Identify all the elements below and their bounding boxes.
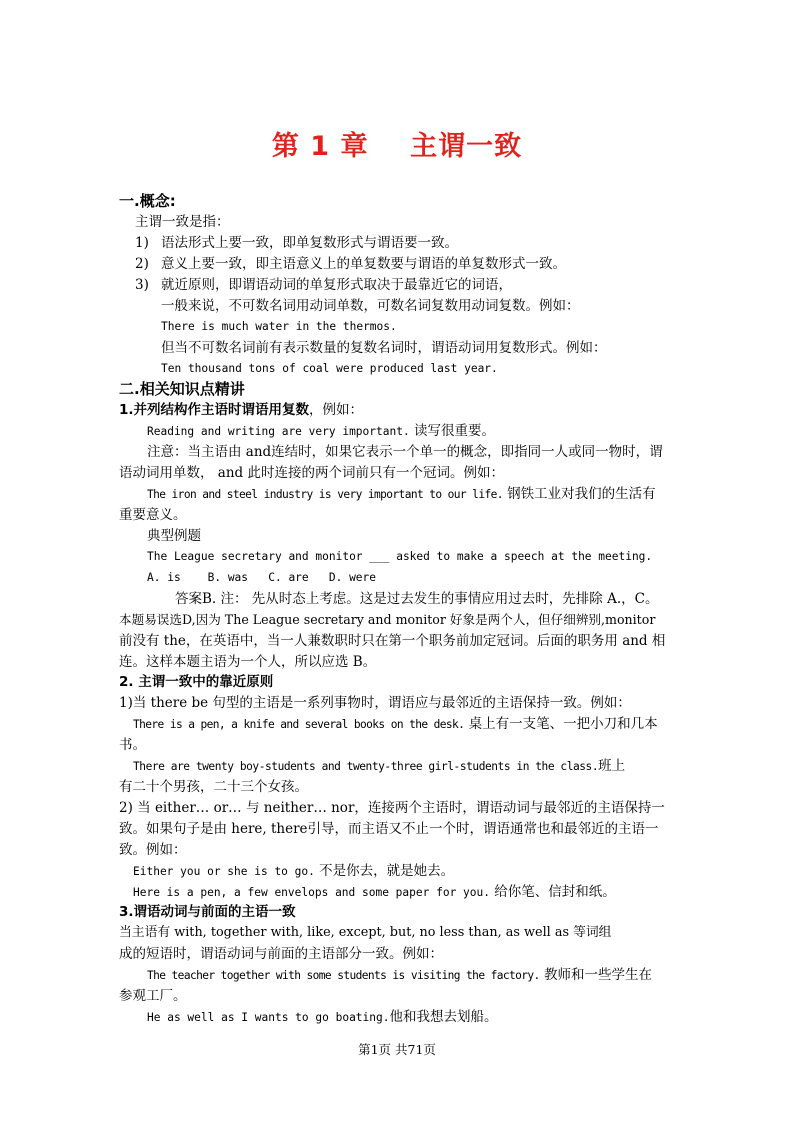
example-english: The teacher together with some students is visiting the factory.	[147, 969, 540, 982]
example-line	[133, 882, 616, 903]
example-chinese: 参观工厂。	[119, 988, 187, 1004]
example-english: Here is a pen, a few envelops and some paper for you.	[133, 886, 490, 899]
example-chinese: 不是你去，就是她去。	[314, 863, 455, 879]
note-text: 注意：当主语由 and连结时，如果它表示一个单一的概念，即指同一人或同一物时，谓	[147, 444, 663, 460]
example-line	[147, 1007, 497, 1028]
rule-1-heading-line	[119, 400, 363, 420]
typical-example-label: 典型例题	[147, 528, 201, 544]
rule-text: 2) 当 either… or… 与 neither… nor，连接两个主语时，谓语动词与最邻近的主语保持一	[119, 800, 665, 816]
point-text: 但当不可数名词前有表示数量的复数名词时，谓语动词用复数形式。例如：	[161, 340, 607, 356]
example-chinese: 桌上有一支笔、一把小刀和几本	[464, 716, 658, 732]
example-english: There is a pen, a knife and several books on the desk.	[133, 718, 465, 731]
rule-heading: 3.谓语动词与前面的主语一致	[119, 904, 296, 920]
example-line	[133, 714, 658, 735]
question-text: The League secretary and monitor ___ asked to make a speech at the meeting.	[147, 550, 653, 563]
example-sentence: Ten thousand tons of coal were produced last year.	[161, 362, 498, 375]
concept-intro: 主谓一致是指：	[135, 214, 230, 230]
rule-text: 1)当 there be 句型的主语是一系列事物时，谓语应与最邻近的主语保持一致。例如：	[119, 695, 631, 711]
point-text: 语法形式上要一致，即单复数形式与谓语要一致。	[161, 235, 458, 251]
example-chinese: 他和我想去划船。	[389, 1009, 498, 1025]
rule-heading: 1.并列结构作主语时谓语用复数	[119, 402, 310, 418]
example-chinese: 读写很重要。	[409, 423, 495, 439]
point-number: 2)	[135, 256, 149, 272]
section-heading-concept: 一.概念:	[119, 192, 176, 210]
example-chinese: 班上	[598, 758, 626, 774]
rule-heading-tail: ，例如：	[309, 402, 364, 418]
point-text: 就近原则，即谓语动词的单复形式取决于最靠近它的词语，	[161, 277, 512, 293]
example-chinese: 有二十个男孩，二十三个女孩。	[119, 779, 308, 795]
example-english: The iron and steel industry is very important to our life.	[147, 488, 503, 501]
example-english: There are twenty boy-students and twenty-three girl-students in the class.	[133, 760, 599, 773]
example-chinese: 书。	[119, 737, 146, 753]
example-sentence: There is much water in the thermos.	[161, 320, 397, 333]
rule-text: 致。例如：	[119, 842, 187, 858]
point-number: 3)	[135, 277, 149, 293]
answer-text: 答案B. 注： 先从时态上考虑。这是过去发生的事情应用过去时，先排除 A.，C。	[175, 591, 659, 607]
rule-heading: 2. 主谓一致中的靠近原则	[119, 674, 274, 690]
point-number: 1)	[135, 235, 149, 251]
example-line	[147, 484, 656, 505]
page-footer: 第1页 共71页	[358, 1042, 436, 1057]
rule-text: 致。如果句子是由 here, there引导，而主语又不止一个时，谓语通常也和最邻近的主语一	[119, 821, 659, 837]
example-line	[133, 861, 454, 882]
example-chinese: 钢铁工业对我们的生活有	[502, 486, 656, 502]
question-options: A. is B. was C. are D. were	[147, 571, 377, 584]
chapter-title: 第 1 章 主谓一致	[271, 131, 523, 162]
answer-text: 前没有 the，在英语中，当一人兼数职时只在第一个职务前加定冠词。后面的职务用 and 相	[119, 633, 666, 649]
example-line	[133, 756, 625, 777]
section-heading-knowledge: 二.相关知识点精讲	[119, 380, 245, 398]
rule-text: 当主语有 with, together with, like, except, but, no less than, as well as 等词组	[119, 925, 612, 940]
answer-text: 连。这样本题主语为一个人，所以应选 B。	[119, 654, 377, 670]
example-english: He as well as I wants to go boating.	[147, 1011, 390, 1024]
point-text: 一般来说，不可数名词用动词单数，可数名词复数用动词复数。例如：	[161, 298, 580, 314]
example-chinese: 给你笔、信封和纸。	[489, 884, 616, 900]
example-chinese: 教师和一些学生在	[539, 967, 652, 983]
point-text: 意义上要一致，即主语意义上的单复数要与谓语的单复数形式一致。	[161, 256, 566, 272]
example-english: Either you or she is to go.	[133, 865, 315, 878]
example-english: Reading and writing are very important.	[147, 425, 410, 438]
example-line	[147, 421, 495, 442]
example-chinese: 重要意义。	[119, 507, 187, 523]
note-text: 语动词用单数， and 此时连接的两个词前只有一个冠词。例如：	[119, 465, 504, 481]
rule-text: 成的短语时，谓语动词与前面的主语部分一致。例如：	[119, 946, 443, 962]
example-line	[147, 965, 652, 986]
answer-text: 本题易误选D,因为 The League secretary and monitor 好象是两个人，但仔细辨别,monitor	[119, 612, 656, 627]
